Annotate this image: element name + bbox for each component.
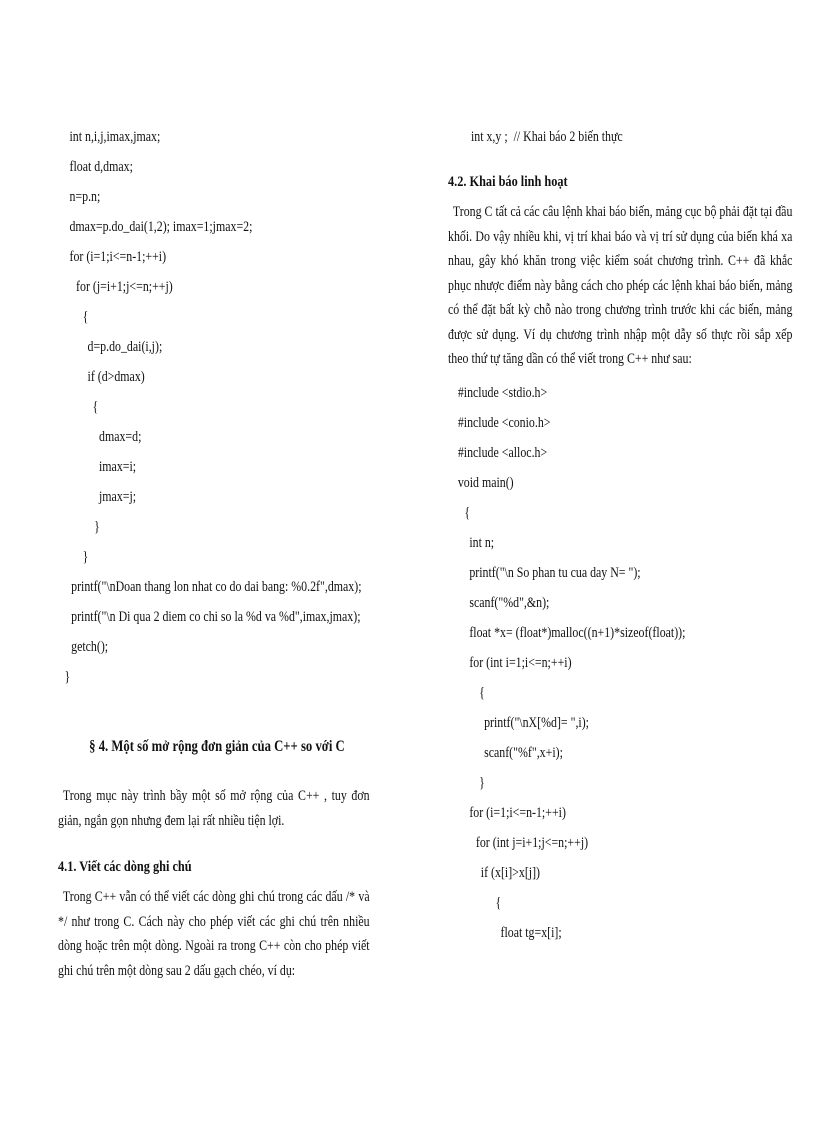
code-line: float tg=x[i]; bbox=[500, 924, 562, 941]
code-line: jmax=j; bbox=[99, 489, 137, 505]
code-line: #include <stdio.h> bbox=[457, 384, 548, 401]
code-line: } bbox=[64, 669, 71, 685]
code-line: for (int i=1;i<=n;++i) bbox=[469, 654, 572, 671]
code-line: scanf("%f",x+i); bbox=[484, 744, 563, 761]
code-line: { bbox=[92, 399, 99, 415]
code-line: if (d>dmax) bbox=[87, 369, 145, 385]
code-line: printf("\nDoan thang lon nhat co do dai bang: %0.2f",dmax); bbox=[71, 579, 362, 595]
code-line: float d,dmax; bbox=[69, 159, 133, 175]
code-line: getch(); bbox=[71, 639, 109, 655]
code-line: #include <alloc.h> bbox=[457, 444, 548, 461]
code-line: { bbox=[495, 894, 502, 911]
code-line: } bbox=[479, 774, 485, 791]
code-line: printf("\nX[%d]= ",i); bbox=[484, 714, 589, 731]
code-line: for (j=i+1;j<=n;++j) bbox=[76, 279, 173, 295]
left-code-block bbox=[58, 122, 370, 692]
subheading-comments: 4.1. Viết các dòng ghi chú bbox=[58, 859, 192, 875]
section-heading: § 4. Một số mở rộng đơn giản của C++ so với C bbox=[89, 738, 345, 755]
right-code-block bbox=[448, 378, 792, 948]
code-line: { bbox=[464, 504, 471, 521]
code-line: int n; bbox=[469, 534, 495, 551]
code-line: { bbox=[82, 309, 89, 325]
code-line: scanf("%d",&n); bbox=[469, 594, 550, 611]
code-line: { bbox=[479, 684, 485, 701]
subheading-flexible-declaration: 4.2. Khai báo linh hoạt bbox=[448, 174, 568, 190]
code-line: printf("\n So phan tu cua day N= "); bbox=[469, 564, 641, 581]
code-line: #include <conio.h> bbox=[457, 414, 551, 431]
code-line: for (int j=i+1;j<=n;++j) bbox=[475, 834, 589, 851]
intro-paragraph: Trong mục này trình bầy một số mở rộng của C++ , tuy đơn giản, ngắn gọn nhưng đem lại rất nhiều tiện lợi. bbox=[58, 788, 370, 829]
code-line: n=p.n; bbox=[69, 189, 101, 205]
code-line: for (i=1;i<=n-1;++i) bbox=[69, 249, 167, 265]
left-column bbox=[58, 122, 370, 983]
code-line: void main() bbox=[457, 474, 514, 491]
code-line: } bbox=[94, 519, 100, 535]
code-line: for (i=1;i<=n-1;++i) bbox=[469, 804, 566, 821]
right-column bbox=[448, 122, 792, 948]
comments-paragraph: Trong C++ vẫn có thể viết các dòng ghi chú trong các dấu /* và */ như trong C. Cách này cho phép viết các ghi chú trên nhiều dòng hoặc trên một dòng. Ngoài ra trong C++ còn cho phép viết ghi chú trên một dòng sau 2 dấu gạch chéo, ví dụ: bbox=[58, 889, 370, 979]
code-line: d=p.do_dai(i,j); bbox=[87, 339, 163, 355]
code-line: dmax=p.do_dai(1,2); imax=1;jmax=2; bbox=[69, 219, 253, 235]
code-line: printf("\n Di qua 2 diem co chi so la %d va %d",imax,jmax); bbox=[71, 609, 361, 625]
code-line: imax=i; bbox=[99, 459, 137, 475]
code-line: } bbox=[82, 549, 89, 565]
example-code-line: int x,y ; // Khai báo 2 biến thực bbox=[470, 129, 623, 145]
code-line: dmax=d; bbox=[99, 429, 142, 445]
code-line: float *x= (float*)malloc((n+1)*sizeof(float)); bbox=[469, 624, 686, 641]
code-line: if (x[i]>x[j]) bbox=[480, 864, 541, 881]
flexible-declaration-paragraph: Trong C tất cả các câu lệnh khai báo biến, mảng cục bộ phải đặt tại đầu khối. Do vậy nhiều khi, vị trí khai báo và vị trí sử dụng của biến khá xa nhau, gây khó khăn trong việc kiểm soát chương trình. C++ đã khắc phục nhược điểm này bằng cách cho phép các lệnh khai báo biến, mảng có thể đặt bất kỳ chỗ nào trong chương trình trước khi các biến, mảng được sử dụng. Ví dụ chương trình nhập một dẫy số thực rồi sắp xếp theo thứ tự tăng dần có thể viết trong C++ như sau: bbox=[448, 204, 793, 367]
code-line: int n,i,j,imax,jmax; bbox=[69, 129, 161, 145]
